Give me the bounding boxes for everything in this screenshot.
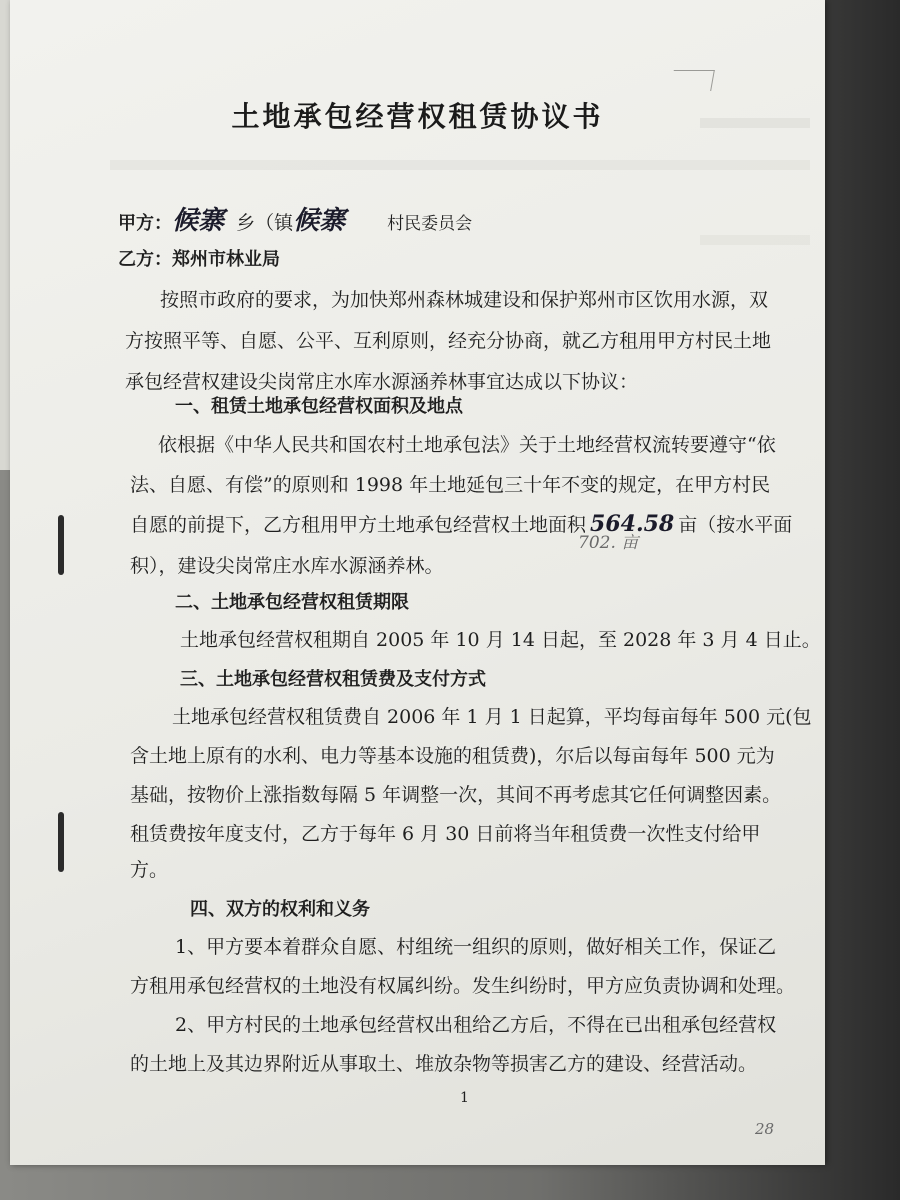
section-4-heading: 四、双方的权利和义务 [190,899,370,920]
section-3-line-5: 方。 [130,859,169,881]
party-a-handwritten-town: 候寨 [172,206,225,236]
section-1-line-3 [130,510,792,537]
section-4-line-4: 的土地上及其边界附近从事取土、堆放杂物等损害乙方的建设、经营活动。 [130,1053,758,1075]
document-title: 土地承包经营权租赁协议书 [231,100,604,133]
party-a-town-suffix: 乡（镇 [236,212,294,234]
section-4-line-1: 1、甲方要本着群众自愿、村组统一组织的原则，做好相关工作，保证乙 [175,936,777,958]
intro-line-2: 方按照平等、自愿、公平、互利原则，经充分协商，就乙方租用甲方村民土地 [125,330,772,352]
section-1-heading: 一、租赁土地承包经营权面积及地点 [175,396,463,417]
section-4-line-2: 方租用承包经营权的土地没有权属纠纷。发生纠纷时，甲方应负责协调和处理。 [130,975,796,997]
section-3-heading: 三、土地承包经营权租赁费及支付方式 [180,669,486,690]
bleed-through-mark [700,235,810,245]
area-line-text: 自愿的前提下，乙方租用甲方土地承包经营权土地面积 [130,514,587,536]
area-unit-text: 亩（按水平面 [678,514,793,536]
binding-hole [58,812,64,872]
section-3-line-4: 租赁费按年度支付，乙方于每年 6 月 30 日前将当年租赁费一次性支付给甲 [130,823,761,845]
party-a-handwritten-village: 候寨 [293,206,346,236]
section-2-heading: 二、土地承包经营权租赁期限 [175,592,409,613]
party-a-label: 甲方： [118,213,172,234]
section-3-line-1: 土地承包经营权租赁费自 2006 年 1 月 1 日起算，平均每亩每年 500 元(包 [172,706,812,728]
party-b-line: 乙方：郑州市林业局 [118,249,280,270]
intro-line-3: 承包经营权建设尖岗常庄水库水源涵养林事宜达成以下协议： [125,371,639,393]
section-3-line-3: 基础，按物价上涨指数每隔 5 年调整一次，其间不再考虑其它任何调整因素。 [130,784,782,806]
bleed-through-mark [110,160,810,170]
section-2-line: 土地承包经营权租期自 2005 年 10 月 14 日起，至 2028 年 3 月 4 日止。 [180,629,821,651]
handwritten-area-value: 564.58 [590,511,675,537]
page-number: 1 [460,1090,469,1106]
section-4-line-3: 2、甲方村民的土地承包经营权出租给乙方后，不得在已出租承包经营权 [175,1014,777,1036]
corner-pencil-number: 28 [755,1120,775,1138]
section-1-line-2: 法、自愿、有偿”的原则和 1998 年土地延包三十年不变的规定，在甲方村民 [130,474,771,496]
page-corner-mark [670,70,715,91]
pencil-area-note: 702. 亩 [578,533,639,553]
section-3-line-2: 含土地上原有的水利、电力等基本设施的租赁费)，尔后以每亩每年 500 元为 [130,745,775,767]
intro-line-1: 按照市政府的要求，为加快郑州森林城建设和保护郑州市区饮用水源，双 [160,289,769,311]
section-1-line-1: 依根据《中华人民共和国农村土地承包法》关于土地经营权流转要遵守“依 [158,434,776,456]
party-a-committee: 村民委员会 [387,214,473,234]
binding-hole [58,515,64,575]
document-page [10,0,825,1165]
section-1-line-4: 积），建设尖岗常庄水库水源涵养林。 [130,555,444,577]
party-a-line [118,200,472,237]
